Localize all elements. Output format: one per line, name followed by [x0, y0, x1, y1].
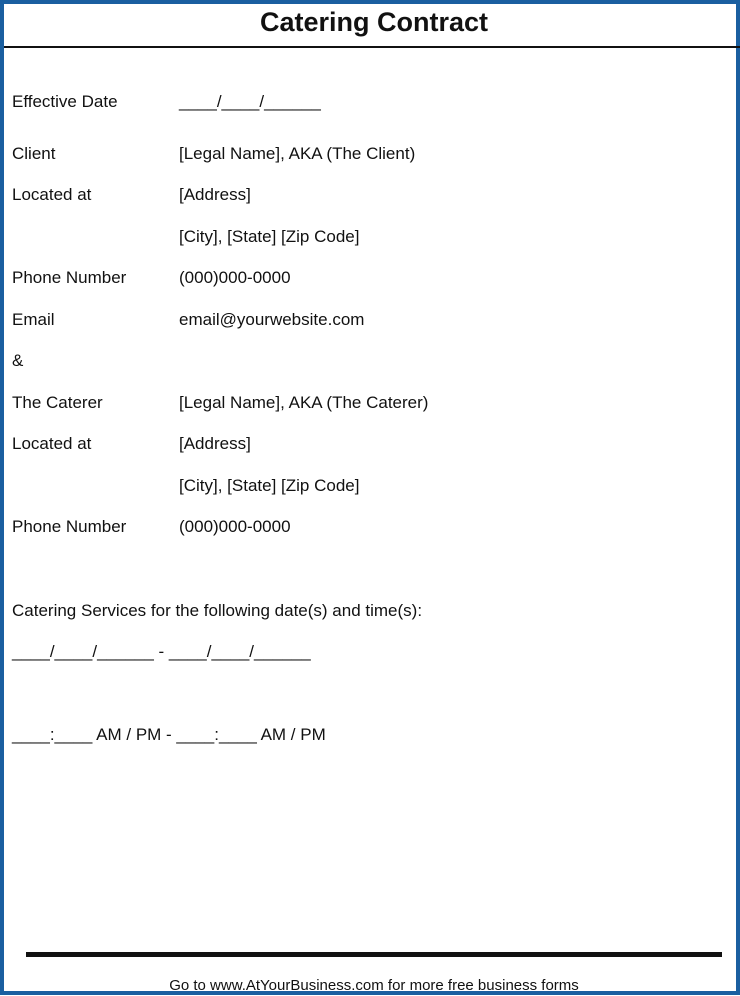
caterer-city-row: [12, 475, 359, 497]
document-title: Catering Contract: [4, 4, 740, 48]
client-phone-label: Phone Number: [12, 268, 127, 287]
client-address-row: [12, 184, 251, 206]
effective-date-value: ____/____/______: [179, 92, 321, 111]
caterer-located-label: Located at: [12, 434, 92, 453]
client-label: Client: [12, 144, 56, 163]
client-phone-value: (000)000-0000: [179, 268, 291, 287]
caterer-address-row: [12, 433, 251, 455]
caterer-address-value: [Address]: [179, 434, 251, 453]
client-email-value: email@yourwebsite.com: [179, 310, 365, 329]
caterer-phone-row: [12, 516, 291, 538]
ampersand-row: [12, 350, 179, 372]
client-city-value: [City], [State] [Zip Code]: [179, 227, 360, 246]
client-email-row: [12, 309, 364, 331]
caterer-phone-label: Phone Number: [12, 517, 127, 536]
services-heading: Catering Services for the following date(s) and time(s):: [12, 601, 423, 620]
footer-note: Go to www.AtYourBusiness.com for more free business forms: [169, 977, 579, 994]
date-range-field: ____/____/______ - ____/____/______: [12, 642, 311, 661]
client-address-value: [Address]: [179, 185, 251, 204]
client-row: [12, 143, 415, 165]
caterer-phone-value: (000)000-0000: [179, 517, 291, 536]
client-city-row: [12, 226, 359, 248]
ampersand-label: &: [12, 351, 24, 370]
client-located-label: Located at: [12, 185, 92, 204]
caterer-city-value: [City], [State] [Zip Code]: [179, 476, 360, 495]
caterer-row: [12, 392, 428, 414]
footer-divider: [26, 952, 722, 957]
effective-date-row: [12, 91, 321, 113]
caterer-label: The Caterer: [12, 393, 103, 412]
client-email-label: Email: [12, 310, 55, 329]
caterer-value: [Legal Name], AKA (The Caterer): [179, 393, 429, 412]
client-value: [Legal Name], AKA (The Client): [179, 144, 416, 163]
effective-date-label: Effective Date: [12, 92, 118, 111]
time-range-field: ____:____ AM / PM - ____:____ AM / PM: [12, 725, 326, 744]
client-phone-row: [12, 267, 291, 289]
